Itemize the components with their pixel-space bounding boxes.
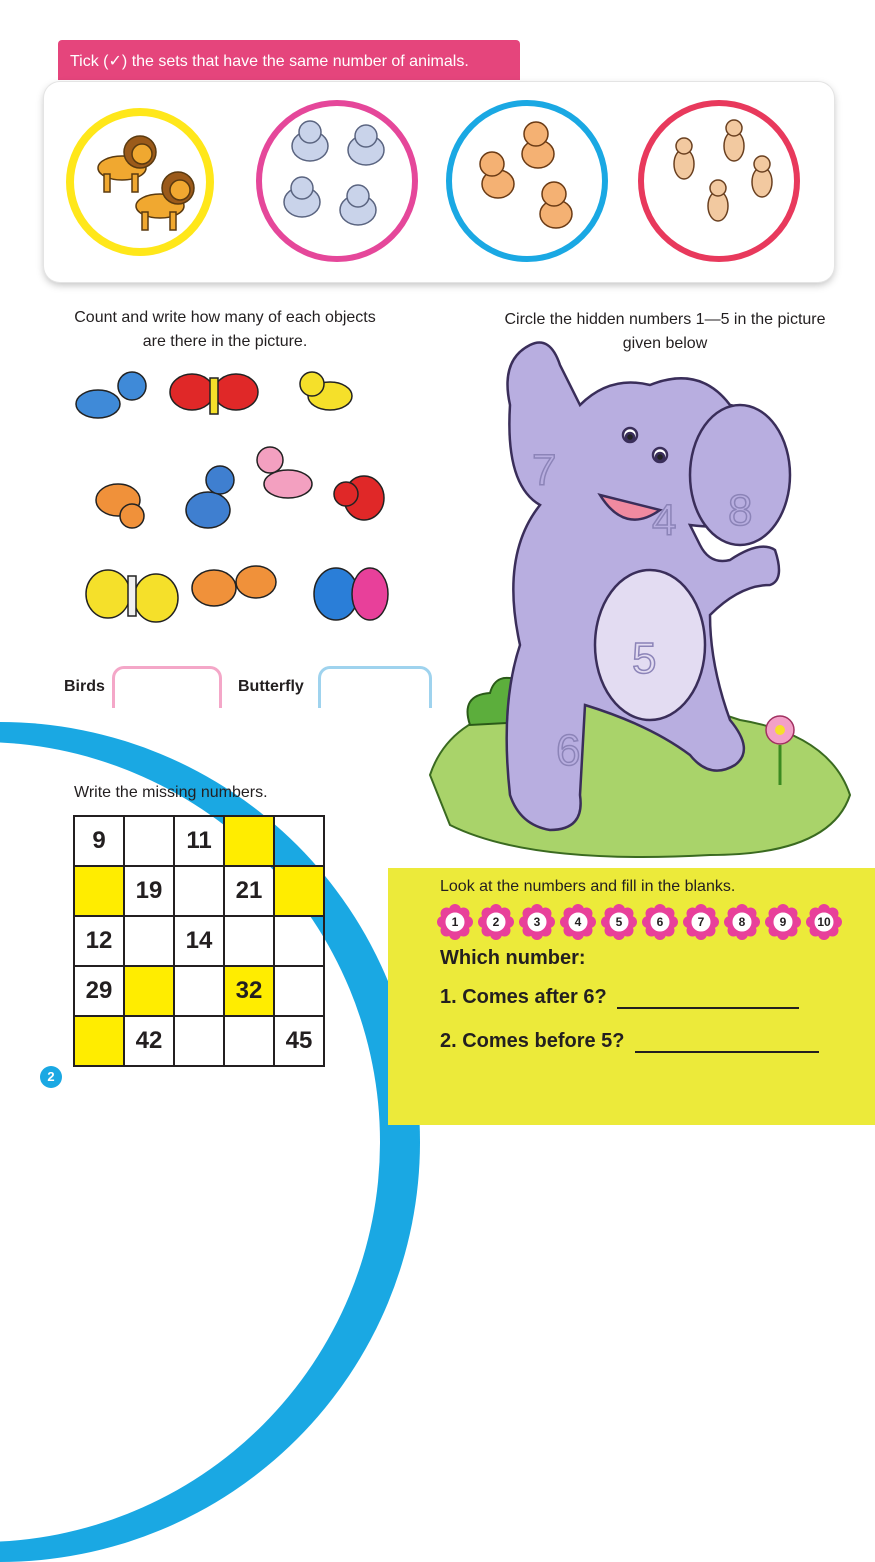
grid-blank-cell[interactable] [174,966,224,1016]
grid-row [74,916,324,966]
flower-number: 10 [817,915,831,929]
grid-blank-cell[interactable] [74,866,124,916]
grid-number-cell: 14 [174,916,224,966]
grid-blank-cell[interactable] [124,966,174,1016]
number-flower [559,903,597,941]
flower-number: 8 [738,915,746,929]
fill-blanks-instruction: Look at the numbers and fill in the blanks. [440,878,736,895]
number-flower [641,903,679,941]
grid-number-cell: 12 [74,916,124,966]
number-flower [436,903,474,941]
which-number-heading: Which number: [440,947,586,969]
hidden-digit[interactable]: 6 [556,726,581,775]
grid-blank-cell[interactable] [74,1016,124,1066]
grid-blank-cell[interactable] [274,916,324,966]
number-flower [518,903,556,941]
question-2 [440,1030,819,1053]
dog-icon [452,106,602,256]
number-flower [600,903,638,941]
number-flower [764,903,802,941]
birds-butterflies-picture [60,362,400,662]
flower-number: 7 [697,915,705,929]
grid-blank-cell[interactable] [224,1016,274,1066]
question-1-text: 1. Comes after 6? [440,986,607,1008]
tick-instruction: Tick (✓) the sets that have the same number of animals. [58,40,520,80]
grid-blank-cell[interactable] [124,916,174,966]
grid-row [74,816,324,866]
lion-set[interactable] [66,108,214,256]
grid-number-cell: 32 [224,966,274,1016]
grid-blank-cell[interactable] [174,866,224,916]
grid-blank-cell[interactable] [274,816,324,866]
butterfly-label: Butterfly [238,678,304,695]
grid-number-cell: 9 [74,816,124,866]
grid-number-cell: 19 [124,866,174,916]
grid-blank-cell[interactable] [274,866,324,916]
question-1 [440,986,799,1009]
flower-number: 2 [492,915,500,929]
number-flowers [436,903,843,941]
question-1-blank[interactable] [617,987,799,1009]
grid-row [74,1016,324,1066]
grid-number-cell: 29 [74,966,124,1016]
flower-number: 6 [656,915,664,929]
grid-blank-cell[interactable] [174,1016,224,1066]
missing-numbers-instruction: Write the missing numbers. [74,784,268,801]
number-flower [682,903,720,941]
hidden-numbers-instruction: Circle the hidden numbers 1—5 in the picture given below [504,311,826,352]
number-flower [805,903,843,941]
lion-icon [74,116,206,248]
dog-set[interactable] [446,100,608,262]
question-2-blank[interactable] [635,1031,819,1053]
birds-label: Birds [64,678,105,695]
hidden-digit[interactable]: 8 [728,486,753,535]
hidden-digit[interactable]: 5 [632,634,657,683]
cat-set[interactable] [256,100,418,262]
flower-number: 4 [574,915,582,929]
flower-number: 3 [533,915,541,929]
page-number: 2 [40,1066,62,1088]
count-instruction: Count and write how many of each objects are there in the picture. [74,309,376,350]
missing-numbers-grid [73,815,325,1067]
cat-icon [262,106,412,256]
grid-row [74,966,324,1016]
grid-row [74,866,324,916]
mouse-icon [644,106,794,256]
birds-answer-box[interactable] [112,666,222,708]
grid-number-cell: 45 [274,1016,324,1066]
animal-sets-panel [44,82,834,282]
hidden-digit[interactable]: 7 [532,446,557,495]
flower-number: 9 [779,915,787,929]
number-flower [723,903,761,941]
grid-blank-cell[interactable] [274,966,324,1016]
grid-blank-cell[interactable] [224,916,274,966]
grid-blank-cell[interactable] [224,816,274,866]
mouse-set[interactable] [638,100,800,262]
number-flower [477,903,515,941]
grid-number-cell: 42 [124,1016,174,1066]
grid-number-cell: 21 [224,866,274,916]
hidden-digit[interactable]: 4 [652,496,677,545]
elephant-picture [410,325,875,870]
flower-number: 5 [615,915,623,929]
flower-number: 1 [451,915,459,929]
grid-number-cell: 11 [174,816,224,866]
question-2-text: 2. Comes before 5? [440,1030,625,1052]
grid-blank-cell[interactable] [124,816,174,866]
